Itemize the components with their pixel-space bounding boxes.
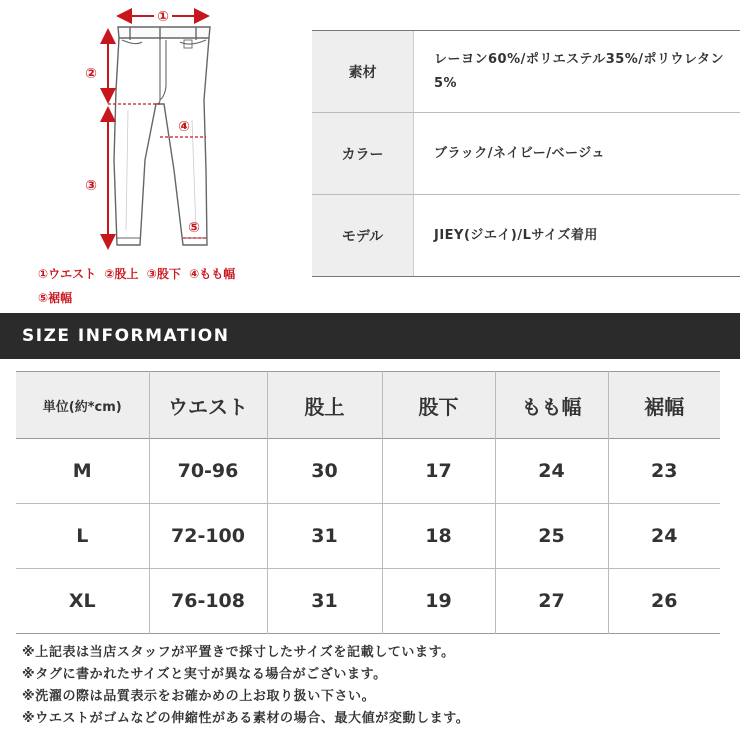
marker-5: ⑤: [188, 220, 200, 236]
spec-value: ブラック/ネイビー/ベージュ: [434, 145, 605, 161]
size-information-header: SIZE INFORMATION: [0, 313, 740, 359]
table-cell: 17: [382, 439, 495, 504]
column-header-rise: 股上: [267, 372, 382, 439]
table-cell: 24: [651, 525, 678, 547]
spec-value: JIEY(ジエイ)/Lサイズ着用: [434, 227, 598, 243]
table-row: [16, 439, 720, 504]
spec-row-material: [312, 31, 740, 113]
size-notes: [22, 642, 722, 730]
column-header-thigh: もも幅: [495, 372, 608, 439]
marker-2: ②: [85, 66, 97, 82]
table-cell: 31: [267, 569, 382, 634]
table-cell: 26: [651, 590, 678, 612]
size-name: XL: [16, 569, 149, 634]
column-header-inseam: 股下: [382, 372, 495, 439]
pants-illustration: [0, 0, 300, 262]
size-name: L: [16, 504, 149, 569]
marker-1: ①: [157, 9, 169, 25]
marker-3: ③: [85, 178, 97, 194]
spec-row-model: [312, 195, 740, 277]
legend-waist: ①ウエスト: [38, 267, 97, 281]
table-cell: 23: [651, 460, 678, 482]
table-cell: 24: [495, 439, 608, 504]
table-cell: 18: [382, 504, 495, 569]
size-table-header-row: [16, 372, 720, 439]
spec-row-color: [312, 113, 740, 195]
table-cell: 72-100: [149, 504, 267, 569]
measurement-legend: [38, 262, 288, 310]
table-cell: 76-108: [149, 569, 267, 634]
product-spec-table: [312, 30, 740, 277]
column-header-hem: 裾幅: [644, 394, 685, 419]
spec-label: モデル: [312, 195, 414, 276]
pants-outline: [114, 27, 210, 245]
legend-hem: ⑤裾幅: [38, 291, 73, 305]
table-cell: 70-96: [149, 439, 267, 504]
spec-label: カラー: [312, 113, 414, 194]
size-name: M: [16, 439, 149, 504]
marker-4: ④: [178, 119, 190, 135]
legend-inseam: ③股下: [146, 267, 181, 281]
table-cell: 25: [495, 504, 608, 569]
table-cell: 31: [267, 504, 382, 569]
spec-label: 素材: [312, 31, 414, 112]
column-header-waist: ウエスト: [149, 372, 267, 439]
table-row: [16, 504, 720, 569]
note-line: ※タグに書かれたサイズと実寸が異なる場合がございます。: [22, 667, 387, 682]
note-line: ※ウエストがゴムなどの伸縮性がある素材の場合、最大値が変動します。: [22, 711, 470, 726]
size-table: [16, 371, 720, 634]
table-cell: 27: [495, 569, 608, 634]
table-cell: 19: [382, 569, 495, 634]
spec-value: レーヨン60%/ポリエステル35%/ポリウレタン5%: [434, 51, 725, 91]
pants-size-diagram: [0, 0, 300, 310]
note-line: ※上記表は当店スタッフが平置きで採寸したサイズを記載しています。: [22, 645, 455, 660]
legend-thigh: ④もも幅: [189, 267, 236, 281]
column-header-unit: 単位(約*cm): [16, 372, 149, 439]
table-cell: 30: [267, 439, 382, 504]
table-row: [16, 569, 720, 634]
legend-rise: ②股上: [104, 267, 139, 281]
note-line: ※洗濯の際は品質表示をお確かめの上お取り扱い下さい。: [22, 689, 376, 704]
